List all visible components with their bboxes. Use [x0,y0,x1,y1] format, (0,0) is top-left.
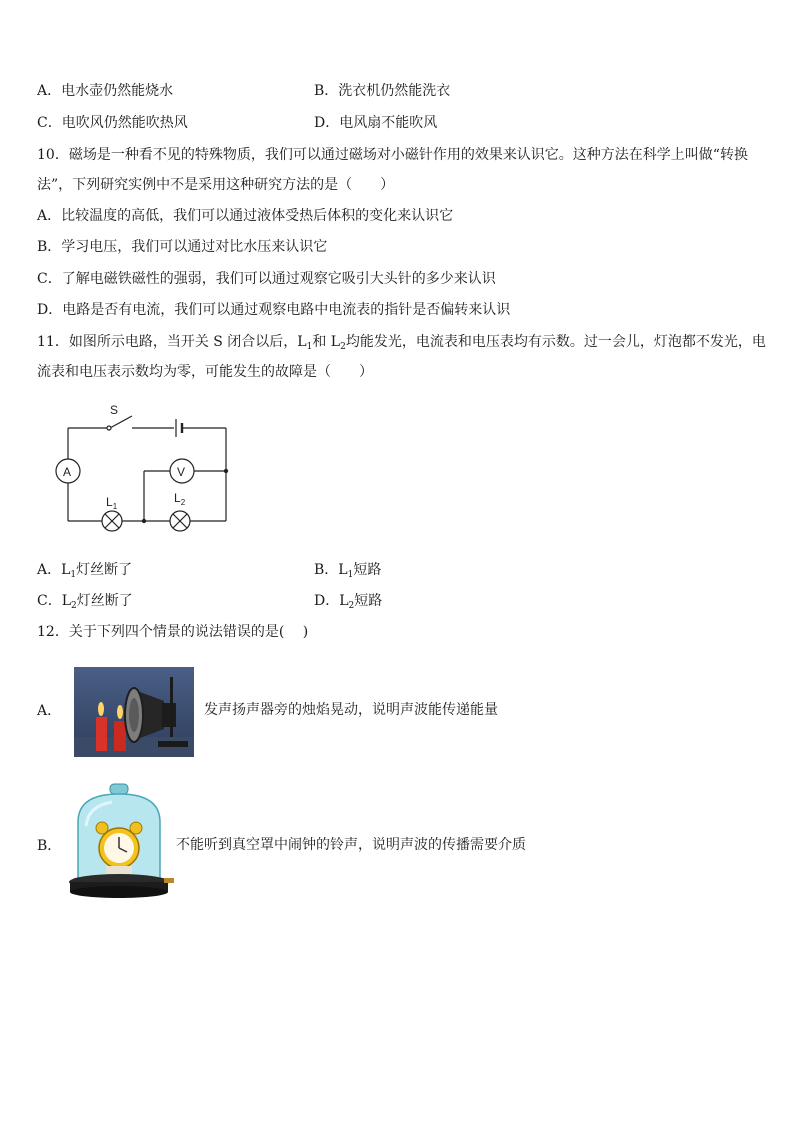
flame [98,702,104,716]
flame [117,705,123,719]
q10-stem-line1: 10．磁场是一种看不见的特殊物质，我们可以通过磁场对小磁针作用的效果来认识它。这种方法在科学上叫做“转换 [37,147,748,163]
candle [96,717,107,751]
q12-option-b-text: 不能听到真空罩中闹钟的铃声，说明声波的传播需要介质 [176,837,526,853]
switch-label: S [110,403,119,417]
q10-option-a: A．比较温度的高低，我们可以通过液体受热后体积的变化来认识它 [37,208,454,224]
junction-dot [142,519,146,523]
q11-stem-line2: 流表和电压表示数均为零，可能发生的故障是（ ） [37,364,373,380]
ammeter-label: A [63,465,72,479]
q10-option-d: D．电路是否有电流，我们可以通过观察电路中电流表的指针是否偏转来认识 [37,302,511,318]
q11-stem-line1: 11．如图所示电路，当开关 S 闭合以后，$L_1$和 $L_2$均能发光，电流表和电压表均有示数。过一会儿，灯泡都不发光，电 [37,334,766,352]
q10-option-c: C．了解电磁铁磁性的强弱，我们可以通过观察它吸引大头针的多少来认识 [37,271,496,287]
lamp1-label: $L_1$ [106,495,118,511]
q9-option-a: A．电水壶仍然能烧水 [37,83,174,99]
q9-option-b: B．洗衣机仍然能洗衣 [314,83,451,99]
bell-jar-clock-photo [64,782,176,904]
switch-pivot [107,426,111,430]
junction-dot [224,469,228,473]
voltmeter-label: V [177,465,186,479]
candle [114,721,126,751]
q12-stem: 12．关于下列四个情景的说法错误的是( ) [37,624,309,640]
q11-option-d: D．$L_2$短路 [314,593,383,611]
q10-option-b: B．学习电压，我们可以通过对比水压来认识它 [37,239,328,255]
speaker-candles-photo [74,667,194,757]
q10-stem-line2: 法”，下列研究实例中不是采用这种研究方法的是（ ） [37,177,395,193]
q11-option-a: A．$L_1$灯丝断了 [37,562,133,580]
q11-option-c: C．$L_2$灯丝断了 [37,593,133,611]
circuit-diagram [52,398,242,538]
lamp2-label: $L_2$ [174,491,186,507]
switch-blade [110,416,132,428]
q12-option-a-label: A． [37,703,62,719]
q9-option-c: C．电吹风仍然能吹热风 [37,115,188,131]
q9-option-d: D．电风扇不能吹风 [314,115,438,131]
q12-option-a-text: 发声扬声器旁的烛焰晃动，说明声波能传递能量 [204,702,498,718]
q11-option-b: B．$L_1$短路 [314,562,382,580]
q12-option-b-label: B． [37,838,62,854]
